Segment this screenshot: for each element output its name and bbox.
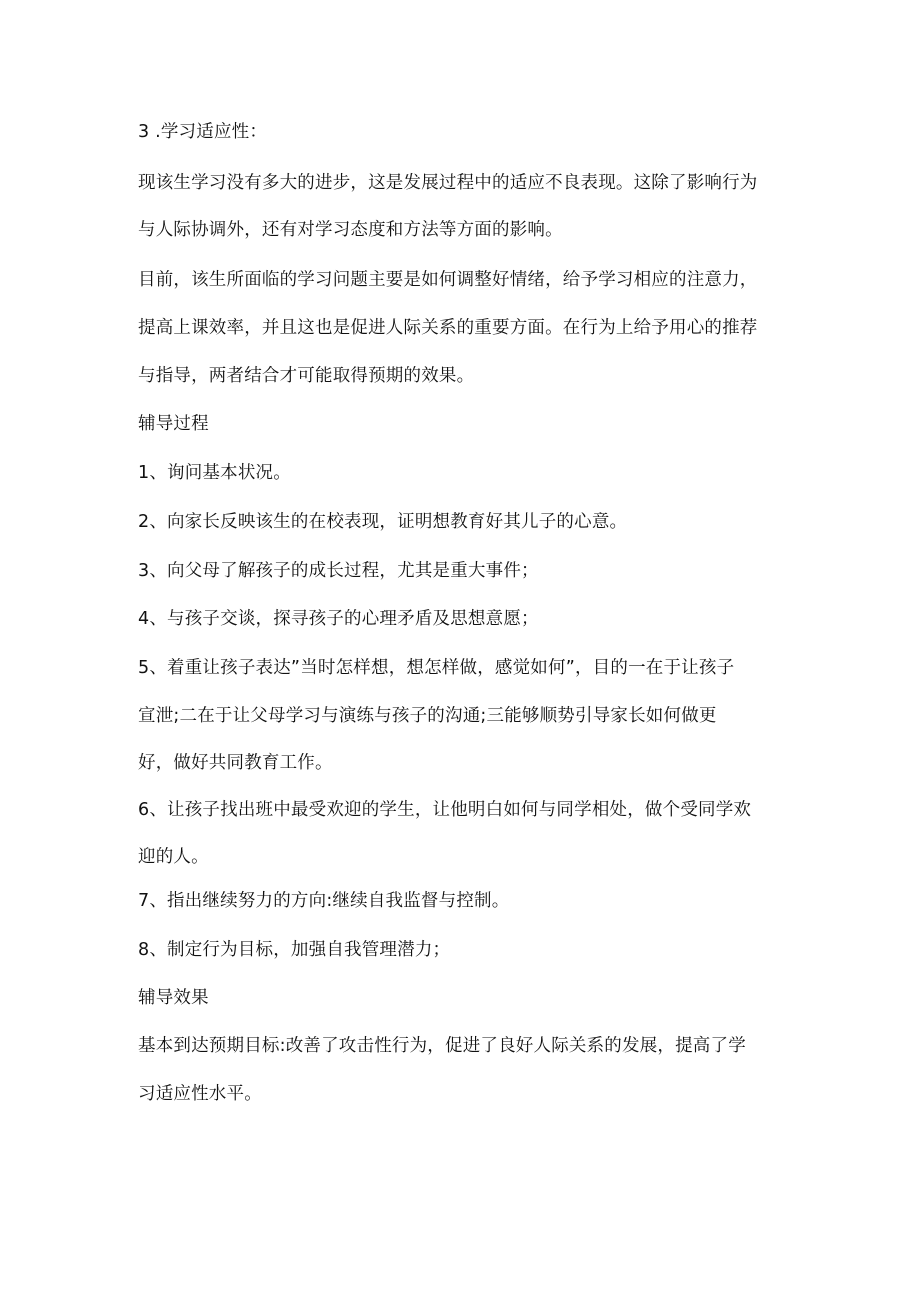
list-item-continuation: 迎的人。: [138, 847, 209, 867]
list-item: 2、向家长反映该生的在校表现，证明想教育好其儿子的心意。: [138, 512, 628, 532]
section-heading-learning-adaptability: 3 .学习适应性：: [138, 122, 268, 142]
paragraph-line: 提高上课效率，并且这也是促进人际关系的重要方面。在行为上给予用心的推荐: [138, 318, 758, 338]
list-item: 7、指出继续努力的方向:继续自我监督与控制。: [138, 891, 510, 911]
paragraph-line: 现该生学习没有多大的进步，这是发展过程中的适应不良表现。这除了影响行为: [138, 173, 758, 193]
paragraph-line: 基本到达预期目标:改善了攻击性行为，促进了良好人际关系的发展，提高了学: [138, 1036, 746, 1056]
list-item: 3、向父母了解孩子的成长过程，尤其是重大事件；: [138, 561, 539, 581]
list-item: 6、让孩子找出班中最受欢迎的学生，让他明白如何与同学相处，做个受同学欢: [138, 800, 752, 820]
list-item: 4、与孩子交谈，探寻孩子的心理矛盾及思想意愿；: [138, 609, 539, 629]
section-heading-counseling-process: 辅导过程: [138, 414, 209, 434]
list-item: 8、制定行为目标，加强自我管理潜力；: [138, 940, 451, 960]
list-item: 5、着重让孩子表达”当时怎样想，想怎样做，感觉如何”，目的一在于让孩子: [138, 658, 735, 678]
paragraph-line: 与指导，两者结合才可能取得预期的效果。: [138, 366, 475, 386]
paragraph-line: 习适应性水平。: [138, 1084, 262, 1104]
section-heading-counseling-effect: 辅导效果: [138, 988, 209, 1008]
paragraph-line: 与人际协调外，还有对学习态度和方法等方面的影响。: [138, 220, 563, 240]
list-item: 1、询问基本状况。: [138, 463, 291, 483]
list-item-continuation: 好，做好共同教育工作。: [138, 753, 333, 773]
paragraph-line: 目前，该生所面临的学习问题主要是如何调整好情绪，给予学习相应的注意力，: [138, 270, 758, 290]
list-item-continuation: 宣泄;二在于让父母学习与演练与孩子的沟通;三能够顺势引导家长如何做更: [138, 706, 717, 726]
